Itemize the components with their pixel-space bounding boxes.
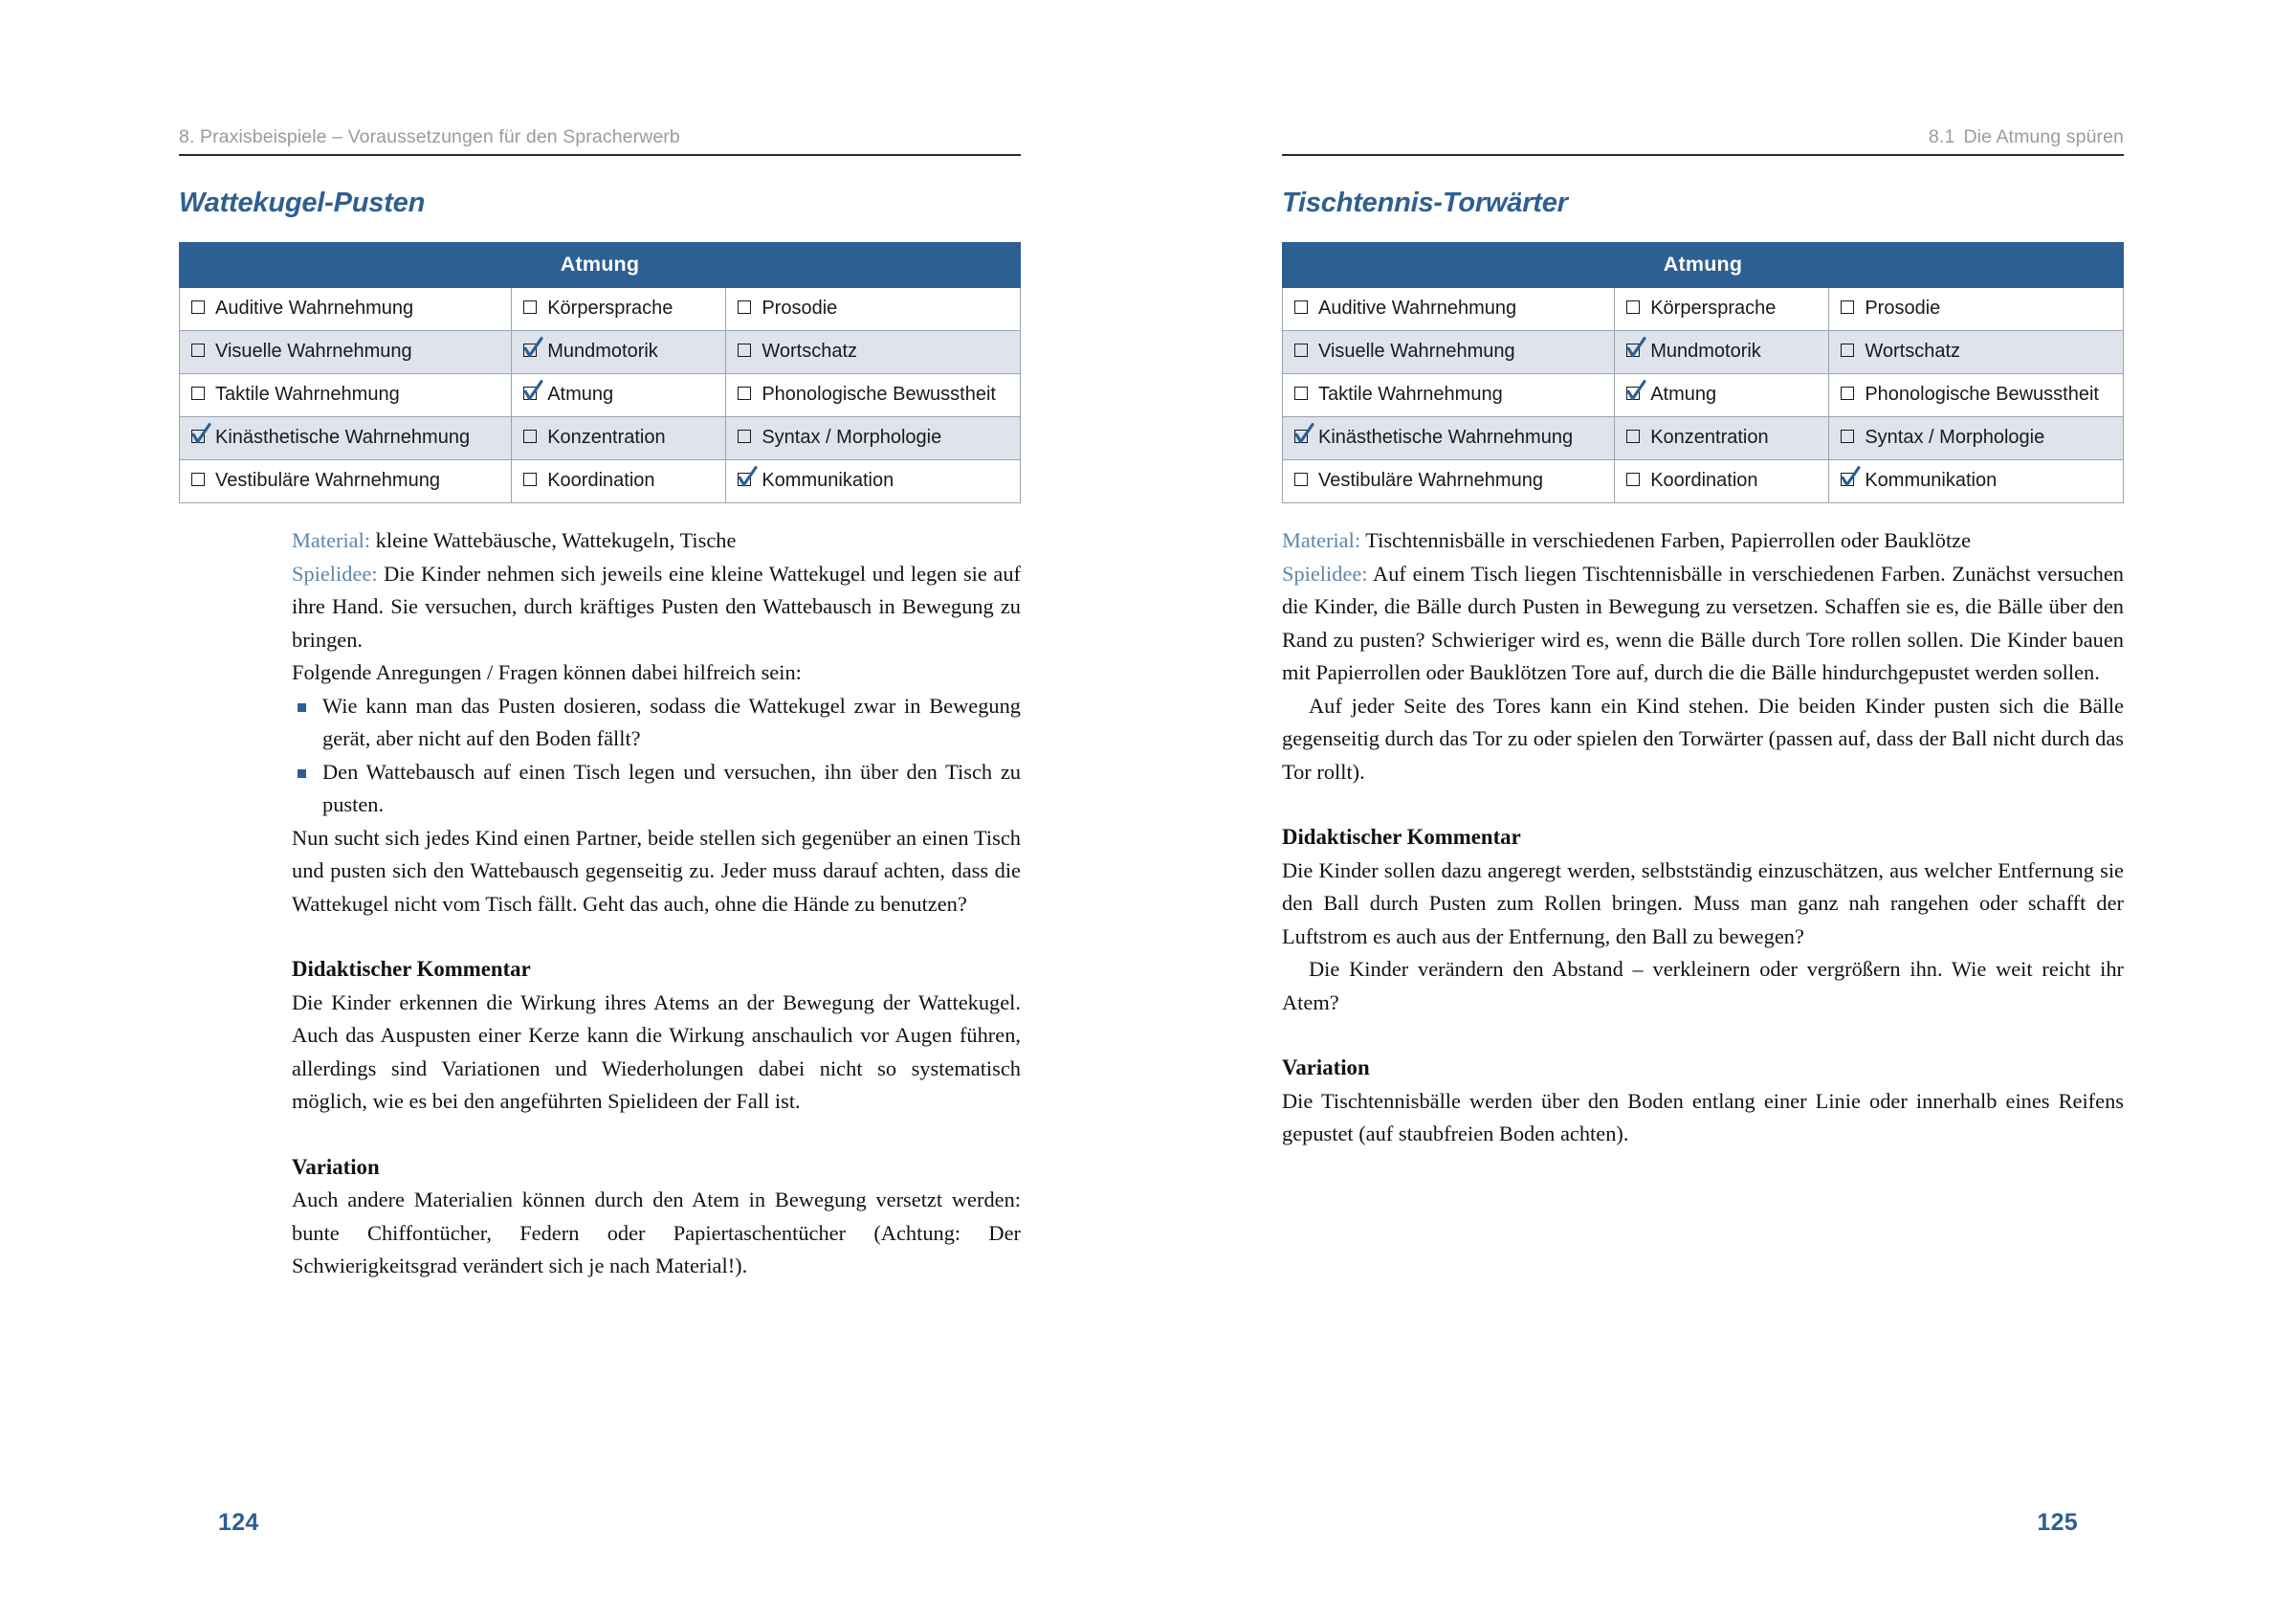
competency-label: Konzentration	[547, 427, 666, 448]
empty-checkbox[interactable]	[1841, 430, 1856, 445]
checked-checkbox[interactable]	[191, 430, 207, 445]
material-line-left	[292, 524, 1021, 558]
checkbox-box	[1841, 344, 1854, 357]
competency-label: Auditive Wahrnehmung	[1318, 298, 1517, 319]
empty-checkbox[interactable]	[191, 473, 207, 488]
competency-label: Phonologische Bewusstheit	[762, 384, 996, 405]
competency-label: Wortschatz	[1865, 341, 1961, 362]
competency-cell[interactable]	[180, 374, 512, 417]
table-row	[1283, 331, 2124, 374]
competency-cell[interactable]	[1283, 331, 1615, 374]
competency-label: Atmung	[547, 384, 614, 405]
checkbox-box	[523, 300, 537, 314]
header-rule-right	[1282, 154, 2124, 156]
competency-cell[interactable]	[726, 331, 1021, 374]
material-label: Material:	[292, 528, 371, 552]
competency-label: Mundmotorik	[547, 341, 658, 362]
check-mark-icon	[1625, 380, 1646, 403]
empty-checkbox[interactable]	[738, 300, 753, 316]
checkbox-box	[1626, 430, 1640, 443]
checkbox-box	[191, 300, 205, 314]
spielidee-label: Spielidee:	[292, 561, 378, 586]
running-head-left-text: 8. Praxisbeispiele – Voraussetzungen für den Spracherwerb	[179, 126, 680, 147]
spacer	[292, 921, 1021, 953]
competency-cell[interactable]	[1829, 417, 2124, 460]
competency-cell[interactable]	[180, 460, 512, 503]
competency-cell[interactable]	[512, 374, 726, 417]
anregungen-intro: Folgende Anregungen / Fragen können dabei hilfreich sein:	[292, 660, 802, 684]
activity-title-right: Tischtennis-Torwärter	[1282, 188, 1568, 218]
competency-cell[interactable]	[1283, 288, 1615, 331]
competency-cell[interactable]	[1829, 374, 2124, 417]
empty-checkbox[interactable]	[1626, 430, 1642, 445]
empty-checkbox[interactable]	[1841, 344, 1856, 359]
checkbox-box	[1626, 473, 1640, 486]
kommentar-text-left: Die Kinder erkennen die Wirkung ihres Atems an der Bewegung der Wattekugel. Auch das Auspusten einer Kerze kann die Wirkung anschaulich vor Augen führen, allerdings sind Variationen und Wiederholungen dabei nicht so systematisch möglich, wie es bei den angeführten Spielideen der Fall ist.	[292, 989, 1021, 1113]
competency-table-right	[1282, 242, 2124, 503]
kommentar-para2-right	[1282, 953, 2124, 1019]
competency-label: Prosodie	[1865, 298, 1941, 319]
activity-title-left: Wattekugel-Pusten	[179, 188, 426, 218]
competency-label: Taktile Wahrnehmung	[1318, 384, 1503, 405]
checkbox-box	[191, 344, 205, 357]
list-item	[292, 756, 1021, 822]
table-row	[180, 331, 1021, 374]
checkbox-box	[1841, 300, 1854, 314]
checkbox-box	[738, 387, 751, 400]
check-mark-icon	[1840, 466, 1861, 489]
competency-label: Visuelle Wahrnehmung	[1318, 341, 1515, 362]
competency-label: Taktile Wahrnehmung	[215, 384, 400, 405]
check-mark-icon	[522, 380, 543, 403]
list-item	[292, 690, 1021, 756]
competency-cell[interactable]	[180, 417, 512, 460]
spacer	[1282, 788, 2124, 821]
bullet-square-icon	[298, 703, 306, 712]
material-text: Tischtennisbälle in verschiedenen Farben, Papierrollen oder Bauklötze	[1360, 528, 1972, 552]
table-row	[180, 288, 1021, 331]
competency-cell[interactable]	[512, 288, 726, 331]
empty-checkbox[interactable]	[738, 430, 753, 445]
competency-cell[interactable]	[1829, 288, 2124, 331]
checked-checkbox[interactable]	[1626, 344, 1642, 359]
kommentar-text-right: Die Kinder sollen dazu angeregt werden, selbstständig einzuschätzen, aus welcher Entfernung sie den Ball durch Pusten zum Rollen bringen. Muss man ganz nah rangehen oder schafft der Luftstrom es auch aus der Entfernung, den Ball zu bewegen?	[1282, 857, 2124, 948]
competency-label: Visuelle Wahrnehmung	[215, 341, 412, 362]
spielidee-label: Spielidee:	[1282, 561, 1368, 586]
page-number-left: 124	[218, 1509, 259, 1536]
checkbox-box	[1841, 387, 1854, 400]
competency-label: Auditive Wahrnehmung	[215, 298, 414, 319]
empty-checkbox[interactable]	[191, 344, 207, 359]
competency-label: Kommunikation	[1865, 470, 1998, 491]
checked-checkbox[interactable]	[523, 344, 539, 359]
table-header-row	[180, 243, 1021, 288]
table-row	[1283, 417, 2124, 460]
checkbox-box	[191, 473, 205, 486]
competency-label: Mundmotorik	[1650, 341, 1761, 362]
competency-cell[interactable]	[512, 417, 726, 460]
checked-checkbox[interactable]	[1294, 430, 1310, 445]
checkbox-box	[1841, 430, 1854, 443]
checkbox-box	[738, 344, 751, 357]
kommentar-heading-left: Didaktischer Kommentar	[292, 957, 531, 981]
checkbox-box	[523, 430, 537, 443]
competency-label: Kinästhetische Wahrnehmung	[1318, 427, 1574, 448]
table-row	[1283, 374, 2124, 417]
spielidee-paragraph2-right	[1282, 690, 2124, 789]
table-row	[1283, 460, 2124, 503]
competency-cell[interactable]	[1829, 331, 2124, 374]
competency-cell[interactable]	[1615, 288, 1829, 331]
spacer	[1282, 1019, 2124, 1052]
competency-label: Phonologische Bewusstheit	[1865, 384, 2099, 405]
competency-cell[interactable]	[1615, 374, 1829, 417]
kommentar-para2-text: Die Kinder verändern den Abstand – verkleinern oder vergrößern ihn. Wie weit reicht ihr Atem?	[1282, 957, 2124, 1014]
empty-checkbox[interactable]	[1626, 473, 1642, 488]
checked-checkbox[interactable]	[738, 473, 753, 488]
table-row	[1283, 288, 2124, 331]
table-header-title: Atmung	[1283, 243, 2124, 288]
running-head-right	[1282, 126, 2124, 154]
competency-label: Prosodie	[762, 298, 838, 319]
running-head-section-number: 8.1	[1929, 126, 1955, 147]
competency-label: Körpersprache	[547, 298, 673, 319]
spielidee-para2-text: Auf jeder Seite des Tores kann ein Kind stehen. Die beiden Kinder pusten sich die Bälle gegenseitig durch das Tor zu oder spielen den Torwärter (passen auf, dass der Ball nicht durch das Tor rollt).	[1282, 693, 2124, 784]
empty-checkbox[interactable]	[1294, 300, 1310, 316]
check-mark-icon	[1293, 423, 1314, 446]
competency-table-left	[179, 242, 1021, 503]
check-mark-icon	[737, 466, 758, 489]
competency-cell[interactable]	[726, 417, 1021, 460]
check-mark-icon	[522, 337, 543, 360]
material-label: Material:	[1282, 528, 1361, 552]
checkbox-box	[738, 300, 751, 314]
empty-checkbox[interactable]	[1294, 344, 1310, 359]
competency-cell[interactable]	[512, 331, 726, 374]
competency-label: Koordination	[1650, 470, 1758, 491]
competency-cell[interactable]	[512, 460, 726, 503]
checkbox-box	[191, 387, 205, 400]
checkbox-box	[523, 473, 537, 486]
competency-label: Körpersprache	[1650, 298, 1777, 319]
competency-cell[interactable]	[726, 374, 1021, 417]
material-line-right	[1282, 524, 2124, 558]
check-mark-icon	[190, 423, 211, 446]
page-right	[1148, 0, 2296, 1621]
competency-cell[interactable]	[726, 288, 1021, 331]
bullet-square-icon	[298, 769, 306, 778]
variation-text-right: Die Tischtennisbälle werden über den Boden entlang einer Linie oder innerhalb eines Reifens gepustet (auf staubfreien Boden achten).	[1282, 1088, 2124, 1145]
competency-cell[interactable]	[1829, 460, 2124, 503]
table-row	[180, 460, 1021, 503]
checkbox-box	[738, 430, 751, 443]
checked-checkbox[interactable]	[523, 387, 539, 402]
spielidee-text: Auf einem Tisch liegen Tischtennisbälle in verschiedenen Farben. Zunächst versuchen die Kinder, die Bälle durch Pusten in Bewegung zu versetzen. Schaffen sie es, die Bälle über den Rand zu pusten? Schwieriger wird es, wenn die Bälle durch Tore rollen sollen. Die Kinder bauen mit Papierrollen oder Bauklötzen Tore auf, durch die die Bälle hindurchgepustet werden sollen.	[1282, 561, 2124, 684]
checkbox-box	[1294, 344, 1308, 357]
variation-heading-right: Variation	[1282, 1055, 1370, 1079]
running-head-left	[179, 126, 1021, 154]
check-mark-icon	[1625, 337, 1646, 360]
competency-label: Vestibuläre Wahrnehmung	[1318, 470, 1543, 491]
competency-cell[interactable]	[1283, 374, 1615, 417]
table-row	[180, 417, 1021, 460]
body-right	[1282, 524, 2124, 1151]
empty-checkbox[interactable]	[1294, 473, 1310, 488]
variation-heading-left: Variation	[292, 1154, 380, 1179]
table-header-title: Atmung	[180, 243, 1021, 288]
page-number-right: 125	[2037, 1509, 2078, 1536]
empty-checkbox[interactable]	[1841, 387, 1856, 402]
competency-cell[interactable]	[726, 460, 1021, 503]
variation-text-left: Auch andere Materialien können durch den Atem in Bewegung versetzt werden: bunte Chiffontücher, Federn oder Papiertaschentücher (Achtung: Der Schwierigkeitsgrad verändert sich je nach Material!).	[292, 1188, 1021, 1277]
competency-table-right-body	[1283, 288, 2124, 503]
competency-label: Vestibuläre Wahrnehmung	[215, 470, 440, 491]
spielidee-paragraph-right	[1282, 558, 2124, 690]
list-item-label: Wie kann man das Pusten dosieren, sodass die Wattekugel zwar in Bewegung gerät, aber nicht auf den Boden fällt?	[322, 693, 1021, 750]
header-rule-left	[179, 154, 1021, 156]
empty-checkbox[interactable]	[523, 300, 539, 316]
body-left	[179, 524, 1021, 1283]
running-head-right-text: Die Atmung spüren	[1963, 126, 2124, 147]
competency-table-left-body	[180, 288, 1021, 503]
empty-checkbox[interactable]	[1294, 387, 1310, 402]
competency-cell[interactable]	[1615, 460, 1829, 503]
competency-label: Kinästhetische Wahrnehmung	[215, 427, 471, 448]
empty-checkbox[interactable]	[523, 473, 539, 488]
competency-label: Koordination	[547, 470, 655, 491]
competency-label: Atmung	[1650, 384, 1717, 405]
competency-cell[interactable]	[180, 288, 512, 331]
checkbox-box	[1294, 300, 1308, 314]
competency-label: Konzentration	[1650, 427, 1769, 448]
competency-cell[interactable]	[180, 331, 512, 374]
empty-checkbox[interactable]	[738, 344, 753, 359]
material-text: kleine Wattebäusche, Wattekugeln, Tische	[370, 528, 737, 552]
list-item-label: Den Wattebausch auf einen Tisch legen und versuchen, ihn über den Tisch zu pusten.	[322, 759, 1021, 816]
anregungen-list	[292, 690, 1021, 822]
empty-checkbox[interactable]	[523, 430, 539, 445]
table-header-row	[1283, 243, 2124, 288]
checked-checkbox[interactable]	[1841, 473, 1856, 488]
competency-cell[interactable]	[1615, 331, 1829, 374]
competency-label: Syntax / Morphologie	[762, 427, 942, 448]
competency-label: Wortschatz	[762, 341, 858, 362]
checkbox-box	[1294, 387, 1308, 400]
kommentar-heading-right: Didaktischer Kommentar	[1282, 825, 1521, 849]
competency-cell[interactable]	[1283, 417, 1615, 460]
competency-label: Syntax / Morphologie	[1865, 427, 2045, 448]
empty-checkbox[interactable]	[191, 387, 207, 402]
checkbox-box	[1294, 473, 1308, 486]
empty-checkbox[interactable]	[1841, 300, 1856, 316]
empty-checkbox[interactable]	[738, 387, 753, 402]
empty-checkbox[interactable]	[191, 300, 207, 316]
checked-checkbox[interactable]	[1626, 387, 1642, 402]
competency-label: Kommunikation	[762, 470, 894, 491]
competency-cell[interactable]	[1615, 417, 1829, 460]
empty-checkbox[interactable]	[1626, 300, 1642, 316]
table-row	[180, 374, 1021, 417]
spacer	[292, 1119, 1021, 1151]
competency-cell[interactable]	[1283, 460, 1615, 503]
after-bullets-paragraph: Nun sucht sich jedes Kind einen Partner, beide stellen sich gegenüber an einen Tisch und pusten sich den Wattebausch gegenseitig zu. Jeder muss darauf achten, dass die Wattekugel nicht vom Tisch fällt. Geht das auch, ohne die Hände zu benutzen?	[292, 825, 1021, 916]
spielidee-paragraph-left	[292, 558, 1021, 657]
checkbox-box	[1626, 300, 1640, 314]
spielidee-text: Die Kinder nehmen sich jeweils eine kleine Wattekugel und legen sie auf ihre Hand. Sie versuchen, durch kräftiges Pusten den Wattebausch in Bewegung zu bringen.	[292, 561, 1021, 652]
